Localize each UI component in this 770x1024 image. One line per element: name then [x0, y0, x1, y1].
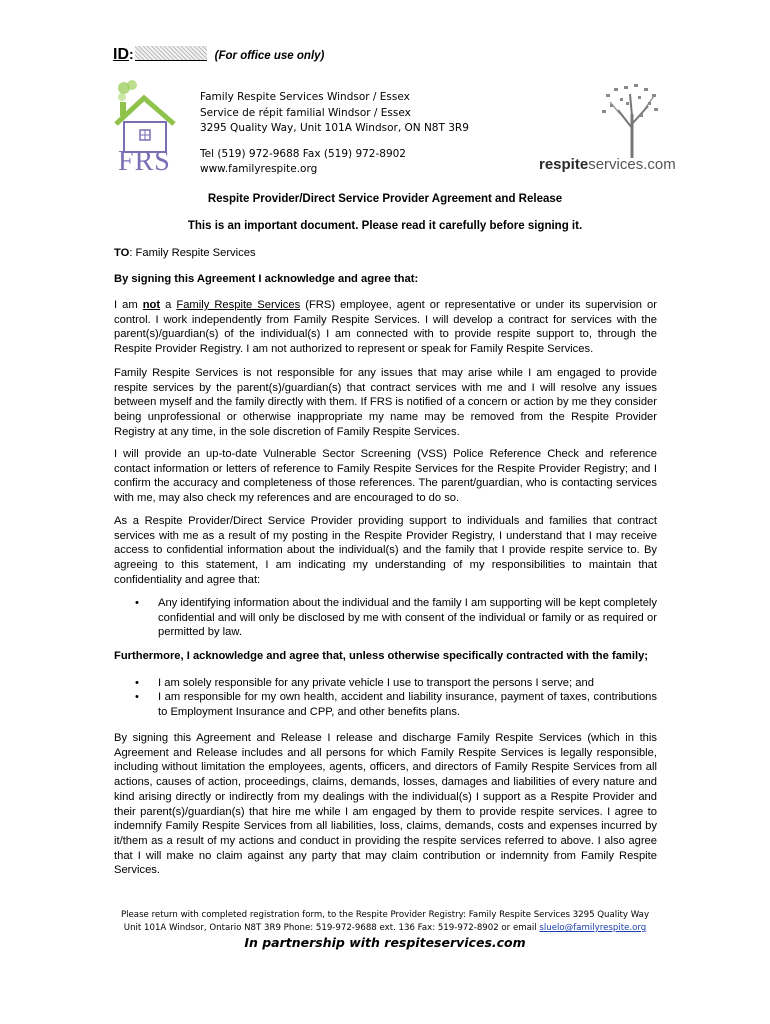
acknowledgement-heading: By signing this Agreement I acknowledge and agree that: — [114, 273, 419, 285]
org-name-en: Family Respite Services Windsor / Essex — [200, 91, 410, 103]
id-label: ID — [113, 46, 129, 63]
paragraph-responsibility: Family Respite Services is not responsible for any issues that may arise while I am engaged to provide respite services by the parent(s)/guardian(s) that contract services with me and I will resolve any issues between myself and the family directly with them. If FRS is notified of a concern or action by me they consider being unprofessional or otherwise inappropriate my name may be removed from the Respite Provider Registry at any time, in the sole discretion of Family Respite Services. — [114, 367, 657, 438]
email-link[interactable]: sluelo@familyrespite.org — [539, 923, 647, 933]
list-item: • I am solely responsible for any private vehicle I use to transport the persons I serve; and — [135, 677, 594, 689]
paragraph-screening: I will provide an up-to-date Vulnerable Sector Screening (VSS) Police Reference Check and reference contact information or letters of reference to Family Respite Services for the Respite Provider Registry; and I confirm the accuracy and completeness of those references. The parent/guardian, who is contacting services with me, may also check my references and are encouraged to do so. — [114, 448, 657, 505]
office-id-line — [113, 46, 324, 64]
footer-return-instructions: Please return with completed registration form, to the Respite Provider Registry: Family Respite Services 3295 Quality Way — [120, 910, 650, 920]
frs-logo-text: FRS — [118, 146, 171, 177]
list-item: • I am responsible for my own health, accident and liability insurance, payment of taxes, contributions to Employment Insurance and CPP, and other benefits plans. — [135, 691, 657, 718]
org-phone-fax: Tel (519) 972-9688 Fax (519) 972-8902 — [200, 147, 406, 160]
partnership-line: In partnership with respiteservices.com — [244, 935, 526, 950]
addressee: TO: Family Respite Services — [114, 247, 256, 259]
furthermore-heading: Furthermore, I acknowledge and agree that, unless otherwise specifically contracted with the family; — [114, 650, 649, 662]
org-name-fr: Service de répit familial Windsor / Essex — [200, 106, 411, 119]
office-use-note: (For office use only) — [214, 50, 325, 62]
paragraph-release: By signing this Agreement and Release I release and discharge Family Respite Services (which in this Agreement and Release includes and all persons for which Family Respite Services is legally responsible, including without limitation the employees, agents, officers, and directors of Family Respite Services from all actions, causes of action, proceedings, claims, demands, losses, damages and liabilities of every nature and kind arising directly or indirectly from my dealings with the individual(s) I support as a Respite Provider and their parent(s)/guardian(s) that hire me while I am engaged by them to provide respite services. I agree to indemnify Family Respite Services from all liabilities, loss, claims, demands, costs and expenses incurred by it/them as a result of my actions and conduct in providing the respite services referred to above. I also agree that I will make no claim against any party that may claim contribution or indemnity from Family Respite Services. — [114, 732, 657, 877]
list-item: • Any identifying information about the individual and the family I am supporting will be kept completely confidential and will only be disclosed by me with consent of the individual or family or as required or permitted by law. — [135, 597, 657, 639]
respiteservices-logo-text: respiteservices.com — [539, 156, 676, 173]
important-notice: This is an important document. Please read it carefully before signing it. — [187, 220, 583, 232]
id-colon: : — [129, 46, 134, 62]
document-title: Respite Provider/Direct Service Provider Agreement and Release — [207, 193, 563, 205]
id-field[interactable] — [135, 46, 207, 61]
bullet-icon: • — [135, 677, 139, 689]
organization-info — [200, 90, 469, 178]
bullet-icon: • — [135, 691, 139, 703]
org-address: 3295 Quality Way, Unit 101A Windsor, ON N8T 3R9 — [200, 122, 469, 134]
paragraph-independence: I am not a Family Respite Services (FRS) employee, agent or representative or under its supervision or control. I work independently from Family Respite Services. I will develop a contract for services with the parent(s)/guardian(s) of the individual(s) I am connected with to provide respite support to, through the Respite Provider Registry. I am not authorized to represent or speak for Family Respite Services. — [114, 299, 657, 356]
org-website: www.familyrespite.org — [200, 163, 318, 175]
paragraph-confidentiality: As a Respite Provider/Direct Service Provider providing support to individuals and families that contract services with me as a result of my posting in the Respite Provider Registry, I understand that I may receive access to confidential information about the individual(s) and the family that I provide respite service to. By agreeing to this statement, I am indicating my understanding of my responsibilities to maintain that confidentiality and agree that: — [114, 515, 657, 586]
bullet-icon: • — [135, 597, 139, 609]
footer-contact: Unit 101A Windsor, Ontario N8T 3R9 Phone: 519-972-9688 ext. 136 Fax: 519-972-8902 or email sluelo@familyrespite.org — [123, 923, 647, 933]
